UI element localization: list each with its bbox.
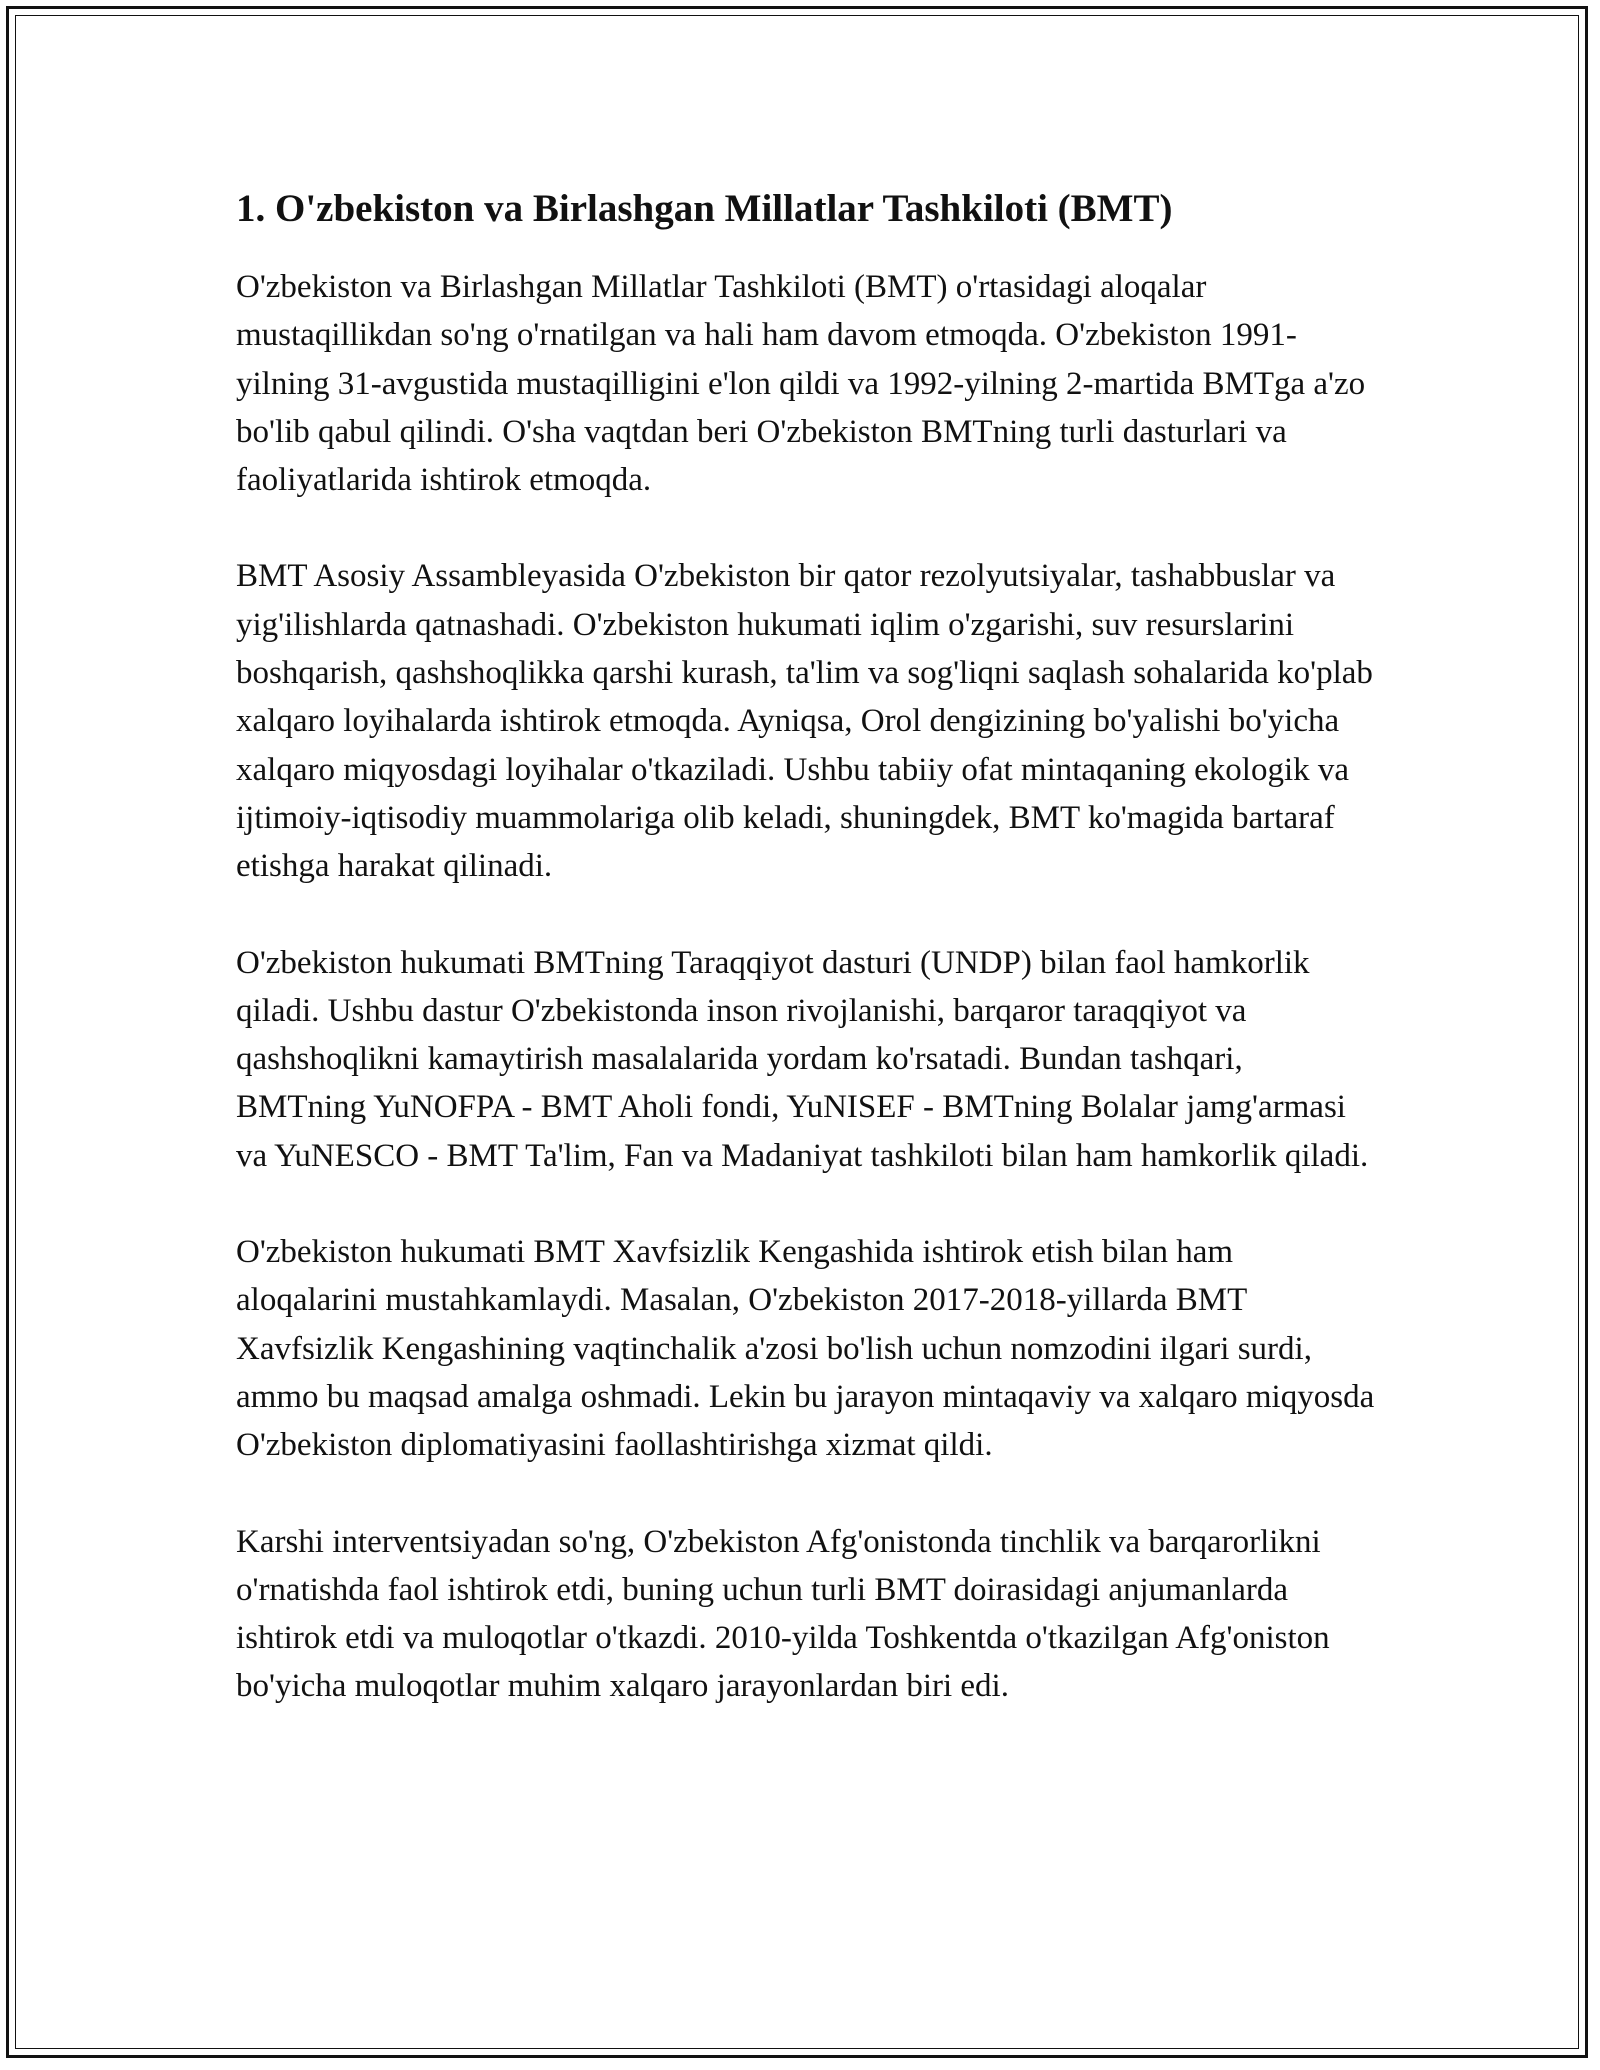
document-body	[236, 185, 1376, 1759]
document-title: 1. O'zbekiston va Birlashgan Millatlar Tashkiloti (BMT)	[236, 187, 1173, 230]
paragraph-2: BMT Asosiy Assambleyasida O'zbekiston bir qator rezolyutsiyalar, tashabbuslar va yig'ilishlarda qatnashadi. O'zbekiston hukumati iqlim o'zgarishi, suv resurslarini boshqarish, qashshoqlikka qarshi kurash, ta'lim va sog'liqni saqlash sohalarida ko'plab xalqaro loyihalarda ishtirok etmoqda. Ayniqsa, Orol dengizining bo'yalishi bo'yicha xalqaro miqyosdagi loyihalar o'tkaziladi. Ushbu tabiiy ofat mintaqaning ekologik va ijtimoiy-iqtisodiy muammolariga olib keladi, shuningdek, BMT ko'magida bartaraf etishga harakat qilinadi.	[236, 558, 1373, 885]
paragraph-5: Karshi interventsiyadan so'ng, O'zbekiston Afg'onistonda tinchlik va barqarorlikni o'rnatishda faol ishtirok etdi, buning uchun turli BMT doirasidagi anjumanlarda ishtirok etdi va muloqotlar o'tkazdi. 2010-yilda Toshkentda o'tkazilgan Afg'oniston bo'yicha muloqotlar muhim xalqaro jarayonlardan biri edi.	[236, 1523, 1330, 1705]
paragraph-4: O'zbekiston hukumati BMT Xavfsizlik Kengashida ishtirok etish bilan ham aloqalarini mustahkamlaydi. Masalan, O'zbekiston 2017-2018-yillarda BMT Xavfsizlik Kengashining vaqtinchalik a'zosi bo'lish uchun nomzodini ilgari surdi, ammo bu maqsad amalga oshmadi. Lekin bu jarayon mintaqaviy va xalqaro miqyosda O'zbekiston diplomatiyasini faollashtirishga xizmat qildi.	[236, 1234, 1375, 1464]
paragraph-3: O'zbekiston hukumati BMTning Taraqqiyot dasturi (UNDP) bilan faol hamkorlik qiladi. Ushbu dastur O'zbekistonda inson rivojlanishi, barqaror taraqqiyot va qashshoqlikni kamaytirish masalalarida yordam ko'rsatadi. Bundan tashqari, BMTning YuNOFPA - BMT Aholi fondi, YuNISEF - BMTning Bolalar jamg'armasi va YuNESCO - BMT Ta'lim, Fan va Madaniyat tashkiloti bilan ham hamkorlik qiladi.	[236, 944, 1369, 1174]
paragraph-1: O'zbekiston va Birlashgan Millatlar Tashkiloti (BMT) o'rtasidagi aloqalar mustaqillikdan so'ng o'rnatilgan va hali ham davom etmoqda. O'zbekiston 1991-yilning 31-avgustida mustaqilligini e'lon qildi va 1992-yilning 2-martida BMTga a'zo bo'lib qabul qilindi. O'sha vaqtdan beri O'zbekiston BMTning turli dasturlari va faoliyatlarida ishtirok etmoqda.	[236, 269, 1366, 499]
